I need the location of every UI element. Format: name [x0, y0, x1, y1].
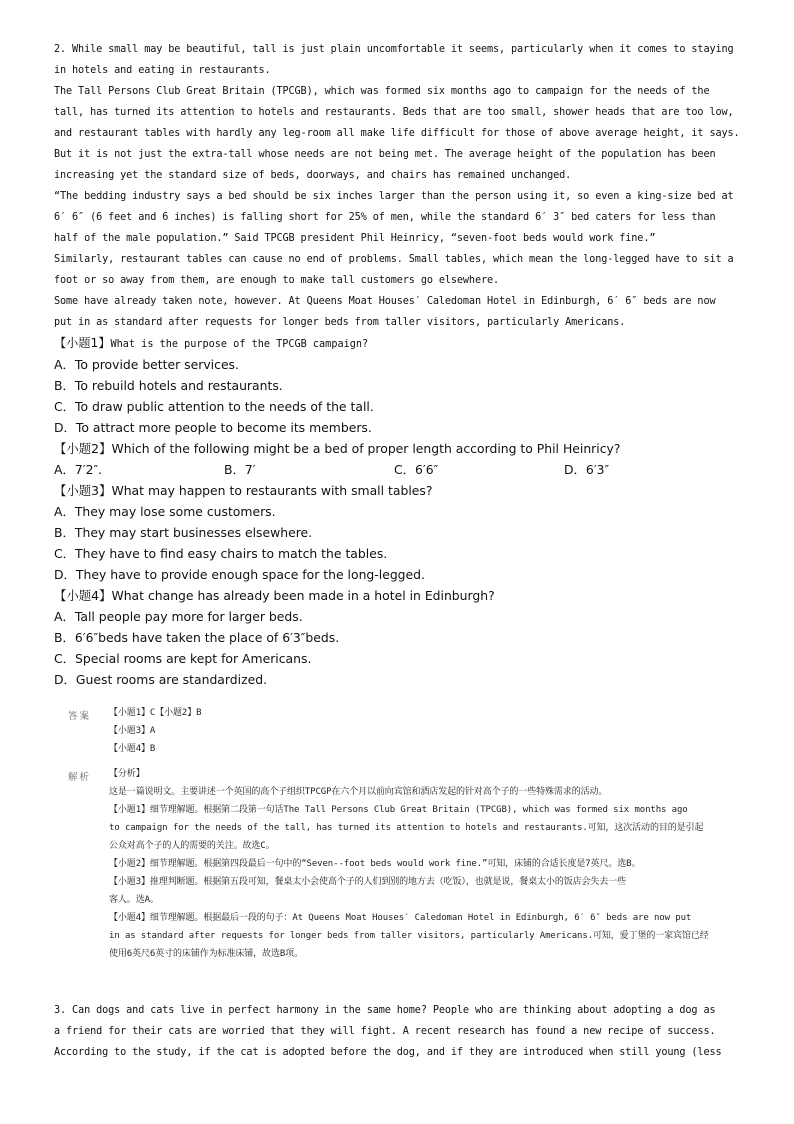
- option-c: C．Special rooms are kept for Americans.: [54, 651, 312, 666]
- passage-line: Some have already taken note, however. At Queens Moat Houses′ Caledoman Hotel in Edinburgh, 6′ 6″ beds are now: [54, 296, 716, 307]
- answer-line: 【小题3】A: [109, 726, 156, 736]
- passage-line: According to the study, if the cat is adopted before the dog, and if they are introduced when still young (less: [54, 1047, 722, 1058]
- option-d: D．Guest rooms are standardized.: [54, 672, 268, 687]
- passage-line: “The bedding industry says a bed should be six inches larger than the person using it, so even a king-size bed at: [54, 191, 734, 202]
- passage-line: increasing yet the standard size of beds, doorways, and chairs has remained unchanged.: [54, 170, 572, 181]
- option-a: A．To provide better services.: [54, 357, 239, 372]
- analysis-line: 客人。选A。: [109, 895, 159, 905]
- analysis-line: in as standard after requests for longer beds from taller visitors, particularly Americans.可知，爱丁堡的一家宾馆已经: [109, 931, 709, 941]
- option-d: D．6′3″: [564, 462, 610, 477]
- passage-line: tall, has turned its attention to hotels and restaurants. Beds that are too small, shower heads that are too low,: [54, 107, 734, 118]
- analysis-line: 【小题2】细节理解题。根据第四段最后一句中的“Seven--foot beds would work fine.”可知，床铺的合适长度是7英尺。选B。: [109, 859, 641, 869]
- option-b: B．They may start businesses elsewhere.: [54, 525, 313, 540]
- question-stem: 【小题4】What change has already been made in a hotel in Edinburgh?: [54, 588, 495, 603]
- analysis-line: 【小题3】推理判断题。根据第五段可知，餐桌太小会使高个子的人们到别的地方去（吃饭），也就是说，餐桌太小的饭店会失去一些: [109, 877, 627, 887]
- passage-line: The Tall Persons Club Great Britain (TPCGB), which was formed six months ago to campaign for the needs of the: [54, 86, 710, 97]
- analysis-line: 【小题4】细节理解题。根据最后一段的句子：At Queens Moat Houses′ Caledoman Hotel in Edinburgh, 6′ 6″ beds are now put: [109, 913, 692, 923]
- passage-line: half of the male population.” Said TPCGB president Phil Heinricy, “seven-foot beds would work fine.”: [54, 233, 656, 244]
- option-a: A．7′2″.: [54, 462, 103, 477]
- option-c: C．They have to find easy chairs to match the tables.: [54, 546, 388, 561]
- analysis-line: 使用6英尺6英寸的床铺作为标准床铺，故选B项。: [109, 949, 303, 959]
- option-a: A．Tall people pay more for larger beds.: [54, 609, 303, 624]
- option-b: B．7′: [224, 462, 256, 477]
- analysis-line: to campaign for the needs of the tall, has turned its attention to hotels and restaurants.可知，这次活动的目的是引起: [109, 823, 704, 833]
- question-stem: [54, 333, 774, 355]
- analysis-label: 解析: [68, 772, 92, 783]
- answer-line: 【小题1】C【小题2】B: [109, 708, 202, 718]
- option-c: C．To draw public attention to the needs of the tall.: [54, 399, 374, 414]
- passage-line: 2. While small may be beautiful, tall is just plain uncomfortable it seems, particularly when it comes to staying: [54, 44, 734, 55]
- option-b: B．To rebuild hotels and restaurants.: [54, 378, 283, 393]
- analysis-line: 这是一篇说明文。主要讲述一个英国的高个子组织TPCGP在六个月以前向宾馆和酒店发起的针对高个子的一些特殊需求的活动。: [109, 787, 608, 797]
- passage-line: But it is not just the extra-tall whose needs are not being met. The average height of the population has been: [54, 149, 716, 160]
- option-c: C．6′6″: [394, 462, 439, 477]
- option-a: A．They may lose some customers.: [54, 504, 276, 519]
- option-b: B．6′6″beds have taken the place of 6′3″beds.: [54, 630, 340, 645]
- passage-line: and restaurant tables with hardly any leg-room all make life difficult for those of above average height, it says.: [54, 128, 740, 139]
- question-stem: 【小题2】Which of the following might be a bed of proper length according to Phil Heinricy?: [54, 441, 621, 456]
- passage-line: 3. Can dogs and cats live in perfect harmony in the same home? People who are thinking about adopting a dog as: [54, 1005, 716, 1016]
- analysis-line: 【小题1】细节理解题。根据第二段第一句话The Tall Persons Club Great Britain (TPCGB), which was formed six months ago: [109, 805, 688, 815]
- analysis-line: 【分析】: [109, 769, 145, 779]
- passage-line: in hotels and eating in restaurants.: [54, 65, 271, 76]
- answer-line: 【小题4】B: [109, 744, 156, 754]
- passage-line: 6′ 6″ (6 feet and 6 inches) is falling short for 25% of men, while the standard 6′ 3″ bed caters for less than: [54, 212, 716, 223]
- question-stem: 【小题3】What may happen to restaurants with small tables?: [54, 483, 433, 498]
- question-tag: 【小题1】: [54, 336, 111, 350]
- analysis-line: 公众对高个子的人的需要的关注。故选C。: [109, 841, 275, 851]
- passage-line: put in as standard after requests for longer beds from taller visitors, particularly Americans.: [54, 317, 626, 328]
- option-d: D．They have to provide enough space for the long-legged.: [54, 567, 425, 582]
- option-d: D．To attract more people to become its members.: [54, 420, 372, 435]
- passage-line: foot or so away from them, are enough to make tall customers go elsewhere.: [54, 275, 499, 286]
- passage-line: a friend for their cats are worried that they will fight. A recent research has found a new recipe of success.: [54, 1026, 716, 1037]
- question-text: What is the purpose of the TPCGB campaign?: [110, 339, 369, 350]
- passage-line: Similarly, restaurant tables can cause no end of problems. Small tables, which mean the long-legged have to sit a: [54, 254, 734, 265]
- answer-label: 答案: [68, 711, 92, 722]
